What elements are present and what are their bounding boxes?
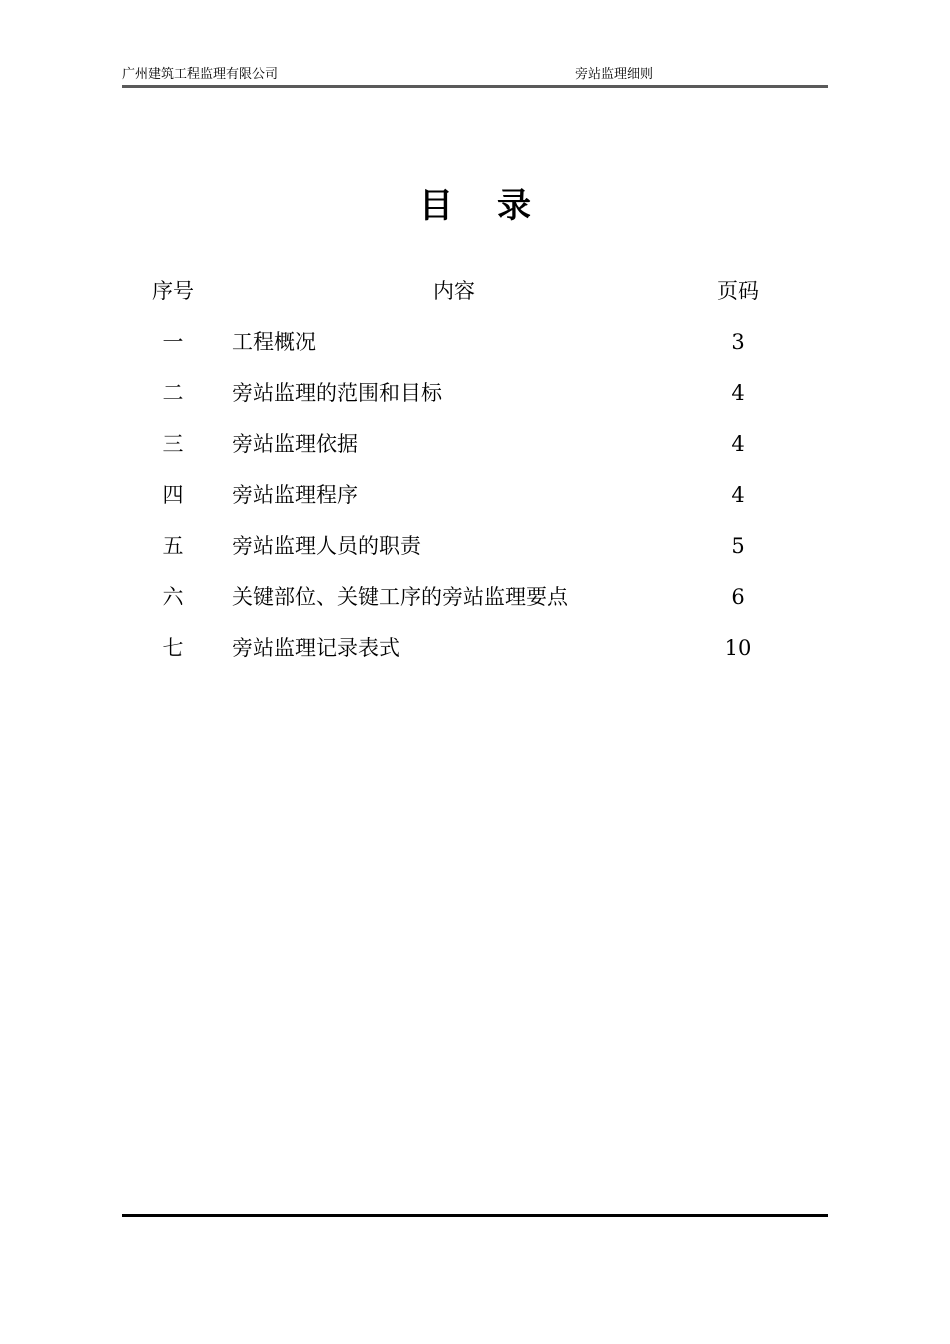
toc-row-page: 6 [731,585,745,609]
toc-row[interactable] [0,377,950,428]
toc-title: 目录 [419,186,575,226]
toc-row-seq: 二 [162,381,184,405]
toc-row-content: 关键部位、关键工序的旁站监理要点 [232,585,568,609]
toc-table [0,275,950,683]
toc-header-page: 页码 [717,279,759,303]
header-company: 广州建筑工程监理有限公司 [122,67,279,82]
toc-row-content: 旁站监理程序 [232,483,358,507]
toc-row-page: 4 [731,381,745,405]
toc-row-page: 5 [731,534,745,558]
toc-row-page: 4 [731,432,745,456]
toc-row-seq: 三 [162,432,184,456]
toc-row[interactable] [0,581,950,632]
toc-row-seq: 五 [162,534,184,558]
toc-row-content: 旁站监理的范围和目标 [232,381,442,405]
toc-row-page: 3 [731,330,745,354]
toc-row-content: 旁站监理依据 [232,432,358,456]
toc-row[interactable] [0,428,950,479]
header-rule [122,85,828,88]
toc-header-seq: 序号 [152,279,194,303]
toc-row-page: 10 [724,636,752,660]
toc-row-seq: 一 [162,330,184,354]
toc-row[interactable] [0,326,950,377]
toc-row-seq: 七 [162,636,184,660]
toc-row-content: 旁站监理人员的职责 [232,534,421,558]
toc-row-seq: 六 [162,585,184,609]
toc-header-row [0,275,950,326]
header-doc-title: 旁站监理细则 [575,67,654,82]
toc-row[interactable] [0,632,950,683]
toc-row-seq: 四 [162,483,184,507]
footer-rule [122,1214,828,1217]
toc-row[interactable] [0,530,950,581]
toc-header-content: 内容 [433,279,475,303]
toc-row-content: 工程概况 [232,330,316,354]
toc-row[interactable] [0,479,950,530]
toc-row-page: 4 [731,483,745,507]
toc-row-content: 旁站监理记录表式 [232,636,400,660]
